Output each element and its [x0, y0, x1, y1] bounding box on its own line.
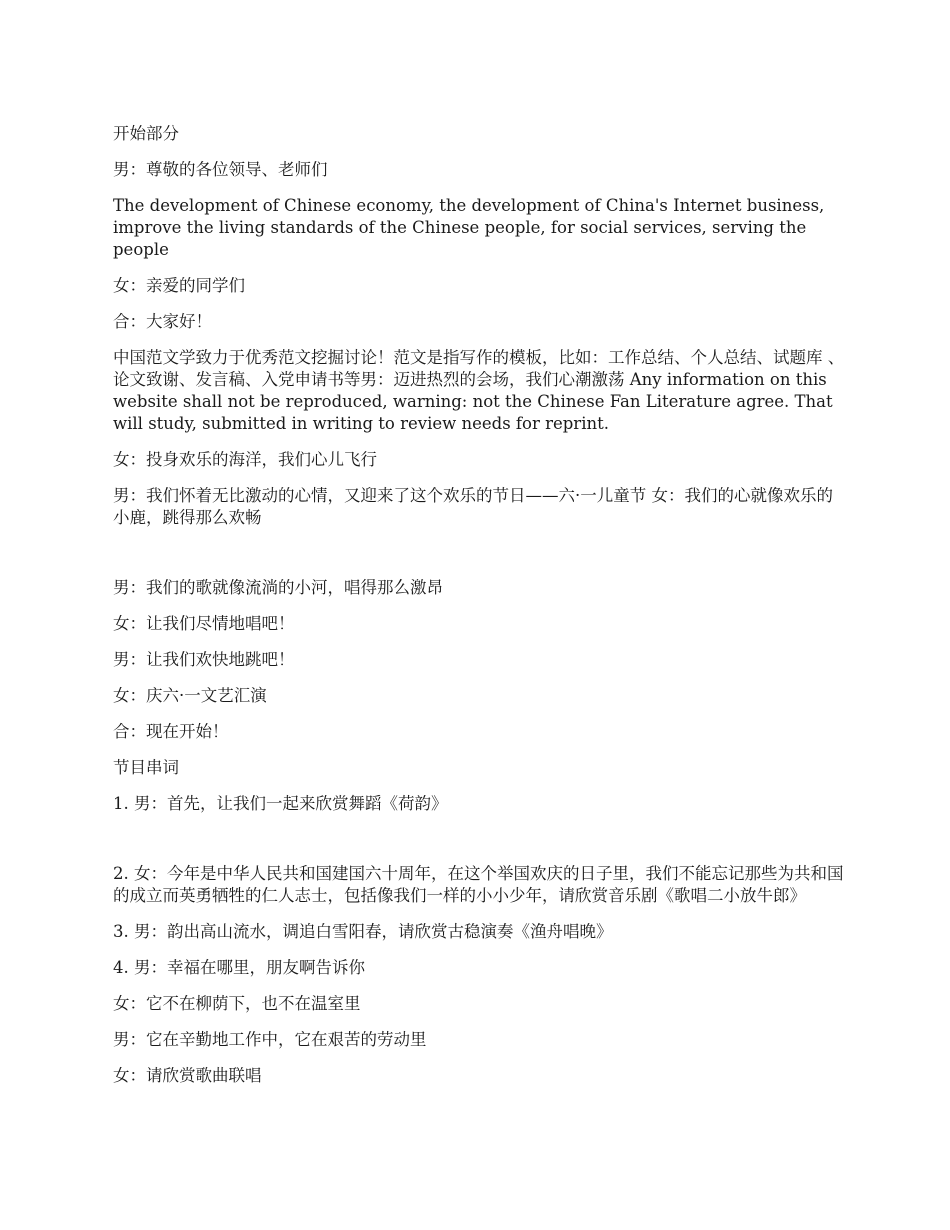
dialogue-line: 女：请欣赏歌曲联唱 [113, 1066, 262, 1085]
dialogue-line: 女：庆六·一文艺汇演 [113, 686, 267, 705]
section-heading-opening: 开始部分 [113, 124, 179, 143]
dialogue-line: 女：投身欢乐的海洋，我们心儿飞行 [113, 450, 377, 469]
paragraph-spacer [113, 829, 845, 863]
dialogue-line: 男：我们的歌就像流淌的小河，唱得那么激昂 [113, 578, 443, 597]
program-item: 1. 男：首先，让我们一起来欣赏舞蹈《荷韵》 [113, 794, 448, 813]
notice-paragraph: 中国范文学致力于优秀范文挖掘讨论！范文是指写作的模板，比如：工作总结、个人总结、试题库 、论文致谢、发言稿、入党申请书等男：迈进热烈的会场，我们心潮激荡 Any information on this website shall not be reproduced, warning: not the Chinese Fan Literature agree. That will study, submitted in writing to review needs for reprint. [113, 348, 845, 433]
paragraph-spacer [113, 543, 845, 577]
program-item: 3. 男：韵出高山流水，调追白雪阳春，请欣赏古稳演奏《渔舟唱晚》 [113, 922, 613, 941]
english-paragraph: The development of Chinese economy, the development of China's Internet business, improve the living standards of the Chinese people, for social services, serving the people [113, 196, 825, 259]
dialogue-line: 女：亲爱的同学们 [113, 276, 245, 295]
section-heading-program: 节目串词 [113, 758, 179, 777]
dialogue-line: 女：让我们尽情地唱吧！ [113, 614, 295, 633]
program-item: 4. 男：幸福在哪里，朋友啊告诉你 [113, 958, 365, 977]
dialogue-line: 男：让我们欢快地跳吧！ [113, 650, 295, 669]
dialogue-line: 男：它在辛勤地工作中，它在艰苦的劳动里 [113, 1030, 427, 1049]
dialogue-line: 男：尊敬的各位领导、老师们 [113, 160, 328, 179]
dialogue-line: 女：它不在柳荫下，也不在温室里 [113, 994, 361, 1013]
dialogue-line: 合：大家好！ [113, 312, 212, 331]
dialogue-line: 男：我们怀着无比激动的心情，又迎来了这个欢乐的节日——六·一儿童节 女：我们的心就像欢乐的小鹿，跳得那么欢畅 [113, 486, 833, 527]
dialogue-line: 合：现在开始！ [113, 722, 229, 741]
program-item: 2. 女：今年是中华人民共和国建国六十周年，在这个举国欢庆的日子里，我们不能忘记那些为共和国的成立而英勇牺牲的仁人志士，包括像我们一样的小小少年，请欣赏音乐剧《歌唱二小放牛郎》 [113, 864, 844, 905]
document-page [113, 123, 845, 1101]
